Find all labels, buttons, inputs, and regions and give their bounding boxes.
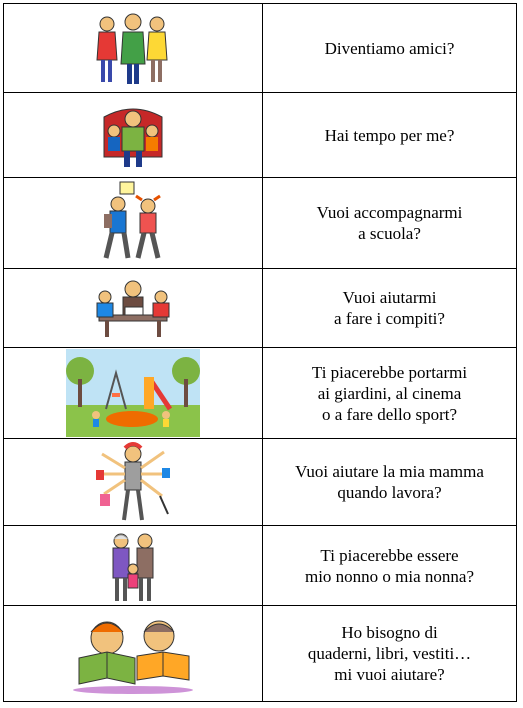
card-row	[4, 4, 517, 93]
card-text-line: a fare i compiti?	[334, 309, 445, 328]
image-cell	[4, 526, 263, 606]
card-text-line: mi vuoi aiutare?	[334, 665, 445, 684]
card-text-line: Hai tempo per me?	[324, 125, 455, 145]
card-text-line: Ho bisogno di	[341, 623, 438, 642]
card-text-line: Vuoi accompagnarmi	[316, 203, 463, 222]
group-of-friends-illustration	[93, 10, 173, 86]
card-text-line: quaderni, libri, vestiti…	[307, 644, 472, 663]
card-row	[4, 178, 517, 269]
card-text-line: Ti piacerebbe essere	[320, 545, 459, 565]
card-text-line: mio nonno o mia nonna?	[304, 566, 475, 586]
card-row	[4, 526, 517, 606]
grandparents-with-grandchild-illustration	[105, 529, 161, 603]
card-row	[4, 93, 517, 178]
image-cell	[4, 348, 263, 439]
text-cell	[263, 606, 517, 702]
cards-table	[3, 3, 517, 702]
text-cell	[263, 348, 517, 439]
text-cell	[263, 269, 517, 348]
image-cell	[4, 606, 263, 702]
card-text-line: Diventiamo amici?	[324, 38, 455, 58]
playground-park-illustration	[66, 349, 200, 437]
text-cell	[263, 439, 517, 526]
card-text-line: Vuoi aiutarmi	[342, 288, 437, 307]
card-row	[4, 348, 517, 439]
text-cell	[263, 178, 517, 269]
children-reading-books-illustration	[63, 614, 203, 694]
card-text-line: a scuola?	[358, 224, 421, 243]
text-cell	[263, 93, 517, 178]
card-row	[4, 269, 517, 348]
card-row	[4, 439, 517, 526]
card-row	[4, 606, 517, 702]
image-cell	[4, 439, 263, 526]
image-cell	[4, 4, 263, 93]
image-cell	[4, 93, 263, 178]
children-going-to-school-illustration	[98, 180, 168, 266]
image-cell	[4, 178, 263, 269]
image-cell	[4, 269, 263, 348]
card-text-line: o a fare dello sport?	[322, 404, 457, 424]
family-on-armchair-illustration	[100, 99, 166, 171]
text-cell	[263, 526, 517, 606]
kids-doing-homework-illustration	[91, 277, 175, 339]
card-text-line: ai giardini, al cinema	[317, 383, 462, 403]
text-cell	[263, 4, 517, 93]
card-text-line: Ti piacerebbe portarmi	[311, 362, 468, 382]
busy-multitasking-mother-illustration	[94, 440, 172, 524]
card-text-line: Vuoi aiutare la mia mamma	[295, 462, 484, 481]
card-text-line: quando lavora?	[337, 483, 442, 502]
